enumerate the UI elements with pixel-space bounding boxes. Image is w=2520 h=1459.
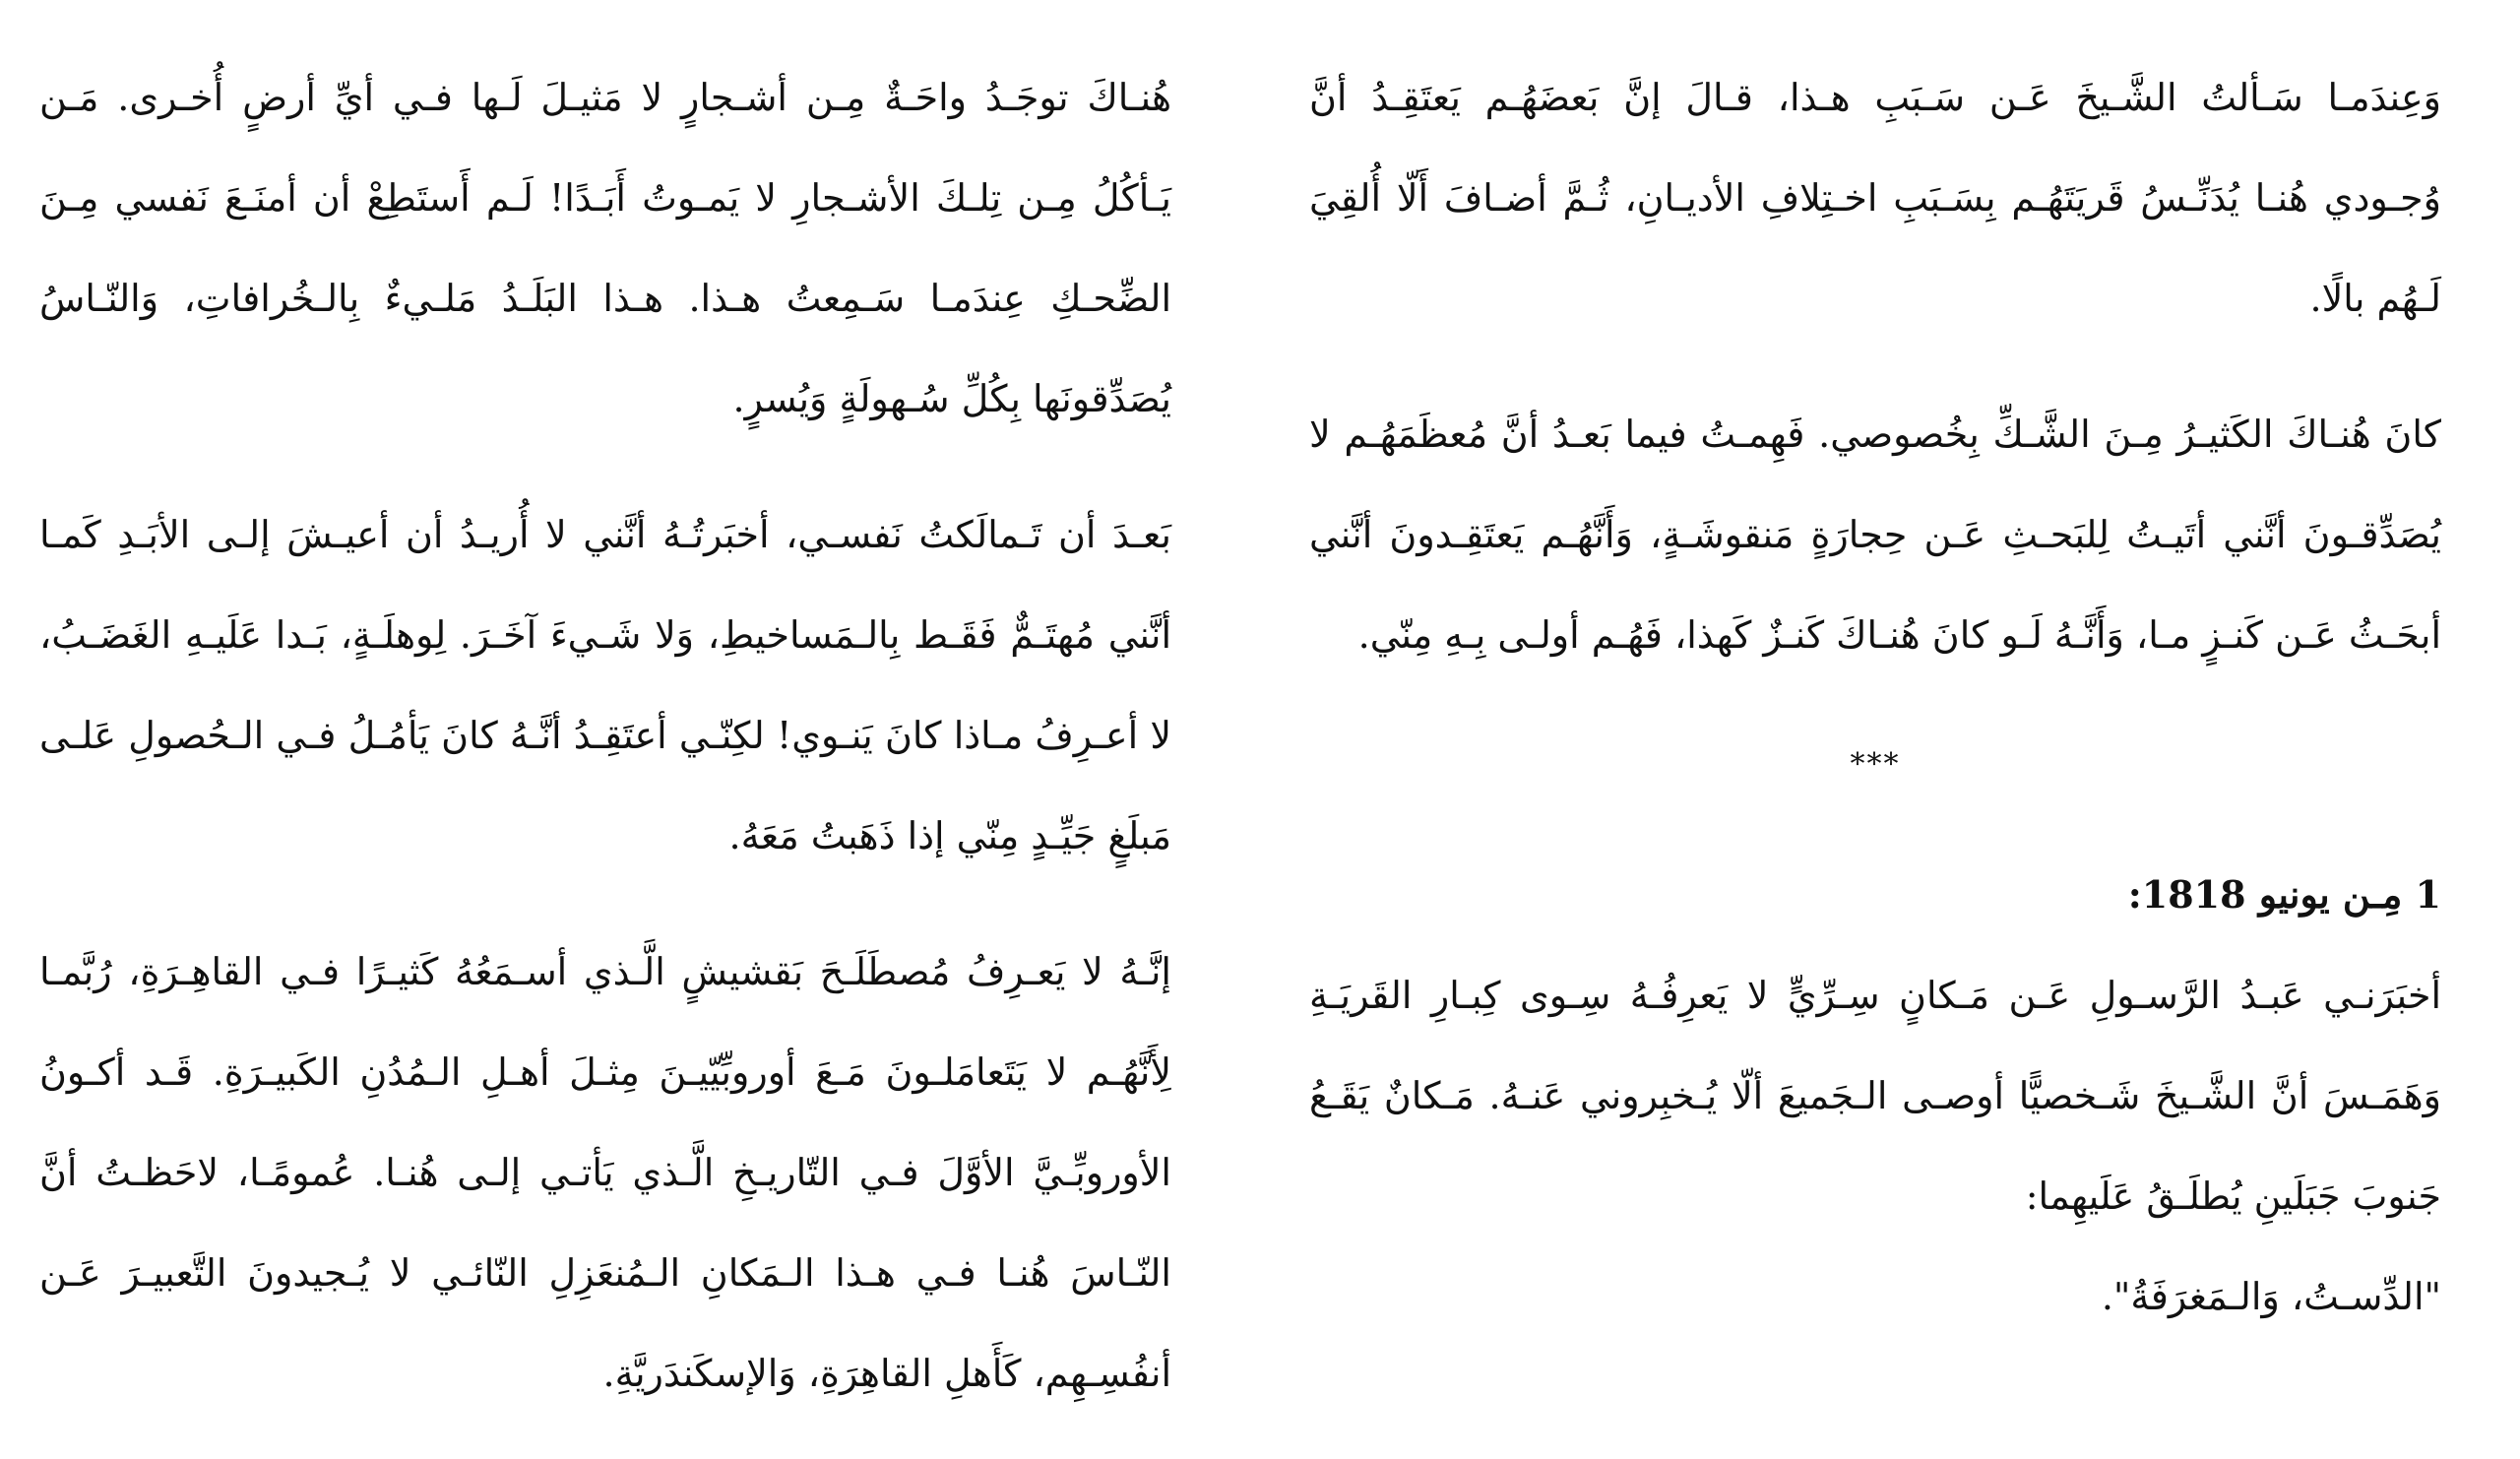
left-paragraph-2: بَعـدَ أن تَـمالَكتُ نَفسـي، أخبَرتُـهُ أنَّني لا أُريـدُ أن أعيـشَ إلـى الأبَـدِ كَمـا أنَّني مُهتَـمٌّ فَقَـط بِالـمَساخيطِ، وَلا شَـيءَ آخَـرَ. لِوهلَـةٍ، بَـدا عَلَيـهِ الغَضَـبُ، لا أعـرِفُ مـاذا كانَ يَنـوي! لكِنّـي أعتَقِـدُ أنَّـهُ كانَ يَأمُـلُ فـي الـحُصولِ عَلـى مَبلَغٍ جَيِّـدٍ مِنّي إذا ذَهَبتُ مَعَهُ.: [39, 513, 1171, 857]
right-paragraph-3: أخبَرَنـي عَبـدُ الرَّسـولِ عَـن مَـكانٍ سِـرِّيٍّ لا يَعرِفُـهُ سِـوى كِبـارِ القَريَـةِ وَهَمَـسَ أنَّ الشَّـيخَ شَـخصيًّا أوصـى الـجَميعَ ألّا يُـخبِروني عَنـهُ. مَـكانٌ يَقَـعُ جَنوبَ جَبَلَينِ يُطلَـقُ عَلَيهِما:: [1309, 974, 2441, 1218]
left-paragraph-3: إنَّـهُ لا يَعـرِفُ مُصطَلَـحَ بَقشيشٍ الَّـذي أسـمَعُهُ كَثيـرًا فـي القاهِـرَةِ، رُبَّمـا لِأَنَّهُـم لا يَتَعامَلـونَ مَـعَ أوروبِّيّيـنَ مِثـلَ أهـلِ الـمُدُنِ الكَبيـرَةِ. قَـد أكـونُ الأوروبِّـيَّ الأوَّلَ فـي التّاريـخِ الَّـذي يَأتـي إلـى هُنـا. عُمومًـا، لاحَظـتُ أنَّ النّـاسَ هُنـا فـي هـذا الـمَكانِ الـمُنعَزِلِ النّائـي لا يُـجيدونَ التَّعبيـرَ عَـن أنفُسِـهِم، كَأَهلِ القاهِرَةِ، وَالإسكَندَريَّةِ.: [39, 950, 1171, 1395]
right-paragraph-2: كانَ هُنـاكَ الكَثيـرُ مِـنَ الشَّـكِّ بِخُصوصي. فَهِمـتُ فيما بَعـدُ أنَّ مُعظَمَهُـم لا يُصَدِّقـونَ أنَّني أتَيـتُ لِلبَحـثِ عَـن حِجارَةٍ مَنقوشَـةٍ، وَأَنَّهُـم يَعتَقِـدونَ أنَّني أبحَـثُ عَـن كَنـزٍ مـا، وَأَنَّـهُ لَـو كانَ هُنـاكَ كَنـزٌ كَهذا، فَهُـم أولـى بِـهِ مِنّي.: [1309, 412, 2441, 657]
section-separator: ***: [1850, 747, 1901, 782]
right-paragraph-1: وَعِندَمـا سَـألتُ الشَّـيخَ عَـن سَـبَبِ هـذا، قـالَ إنَّ بَعضَهُـم يَعتَقِـدُ أنَّ وُجـودي هُنـا يُدَنِّـسُ قَريَتَهُـم بِسَـبَبِ اخـتِلافِ الأديـانِ، ثُـمَّ أضـافَ أَلّا أُلقِيَ لَـهُم بالًا.: [1309, 76, 2441, 320]
place-names-quote: "الدِّسـتُ، وَالـمَغرَفَةُ".: [2101, 1275, 2441, 1318]
right-page-column: [1309, 47, 2441, 1347]
left-page-column: [39, 47, 1171, 1459]
left-paragraph-1: هُنـاكَ توجَـدُ واحَـةٌ مِـن أشـجارٍ لا مَثيـلَ لَـها فـي أيِّ أرضٍ أُخـرى. مَـن يَـأكُلُ مِـن تِلـكَ الأشـجارِ لا يَمـوتُ أَبَـدًا! لَـم أَستَطِعْ أن أمنَـعَ نَفسي مِـنَ الضِّحـكِ عِندَمـا سَـمِعتُ هـذا. هـذا البَلَـدُ مَلـيءٌ بِالـخُرافاتِ، وَالنّـاسُ يُصَدِّقونَها بِكُلِّ سُـهولَةٍ وَيُسرٍ.: [39, 76, 1171, 420]
diary-date-heading: 1 مِـن يونيو 1818:: [2127, 872, 2441, 917]
